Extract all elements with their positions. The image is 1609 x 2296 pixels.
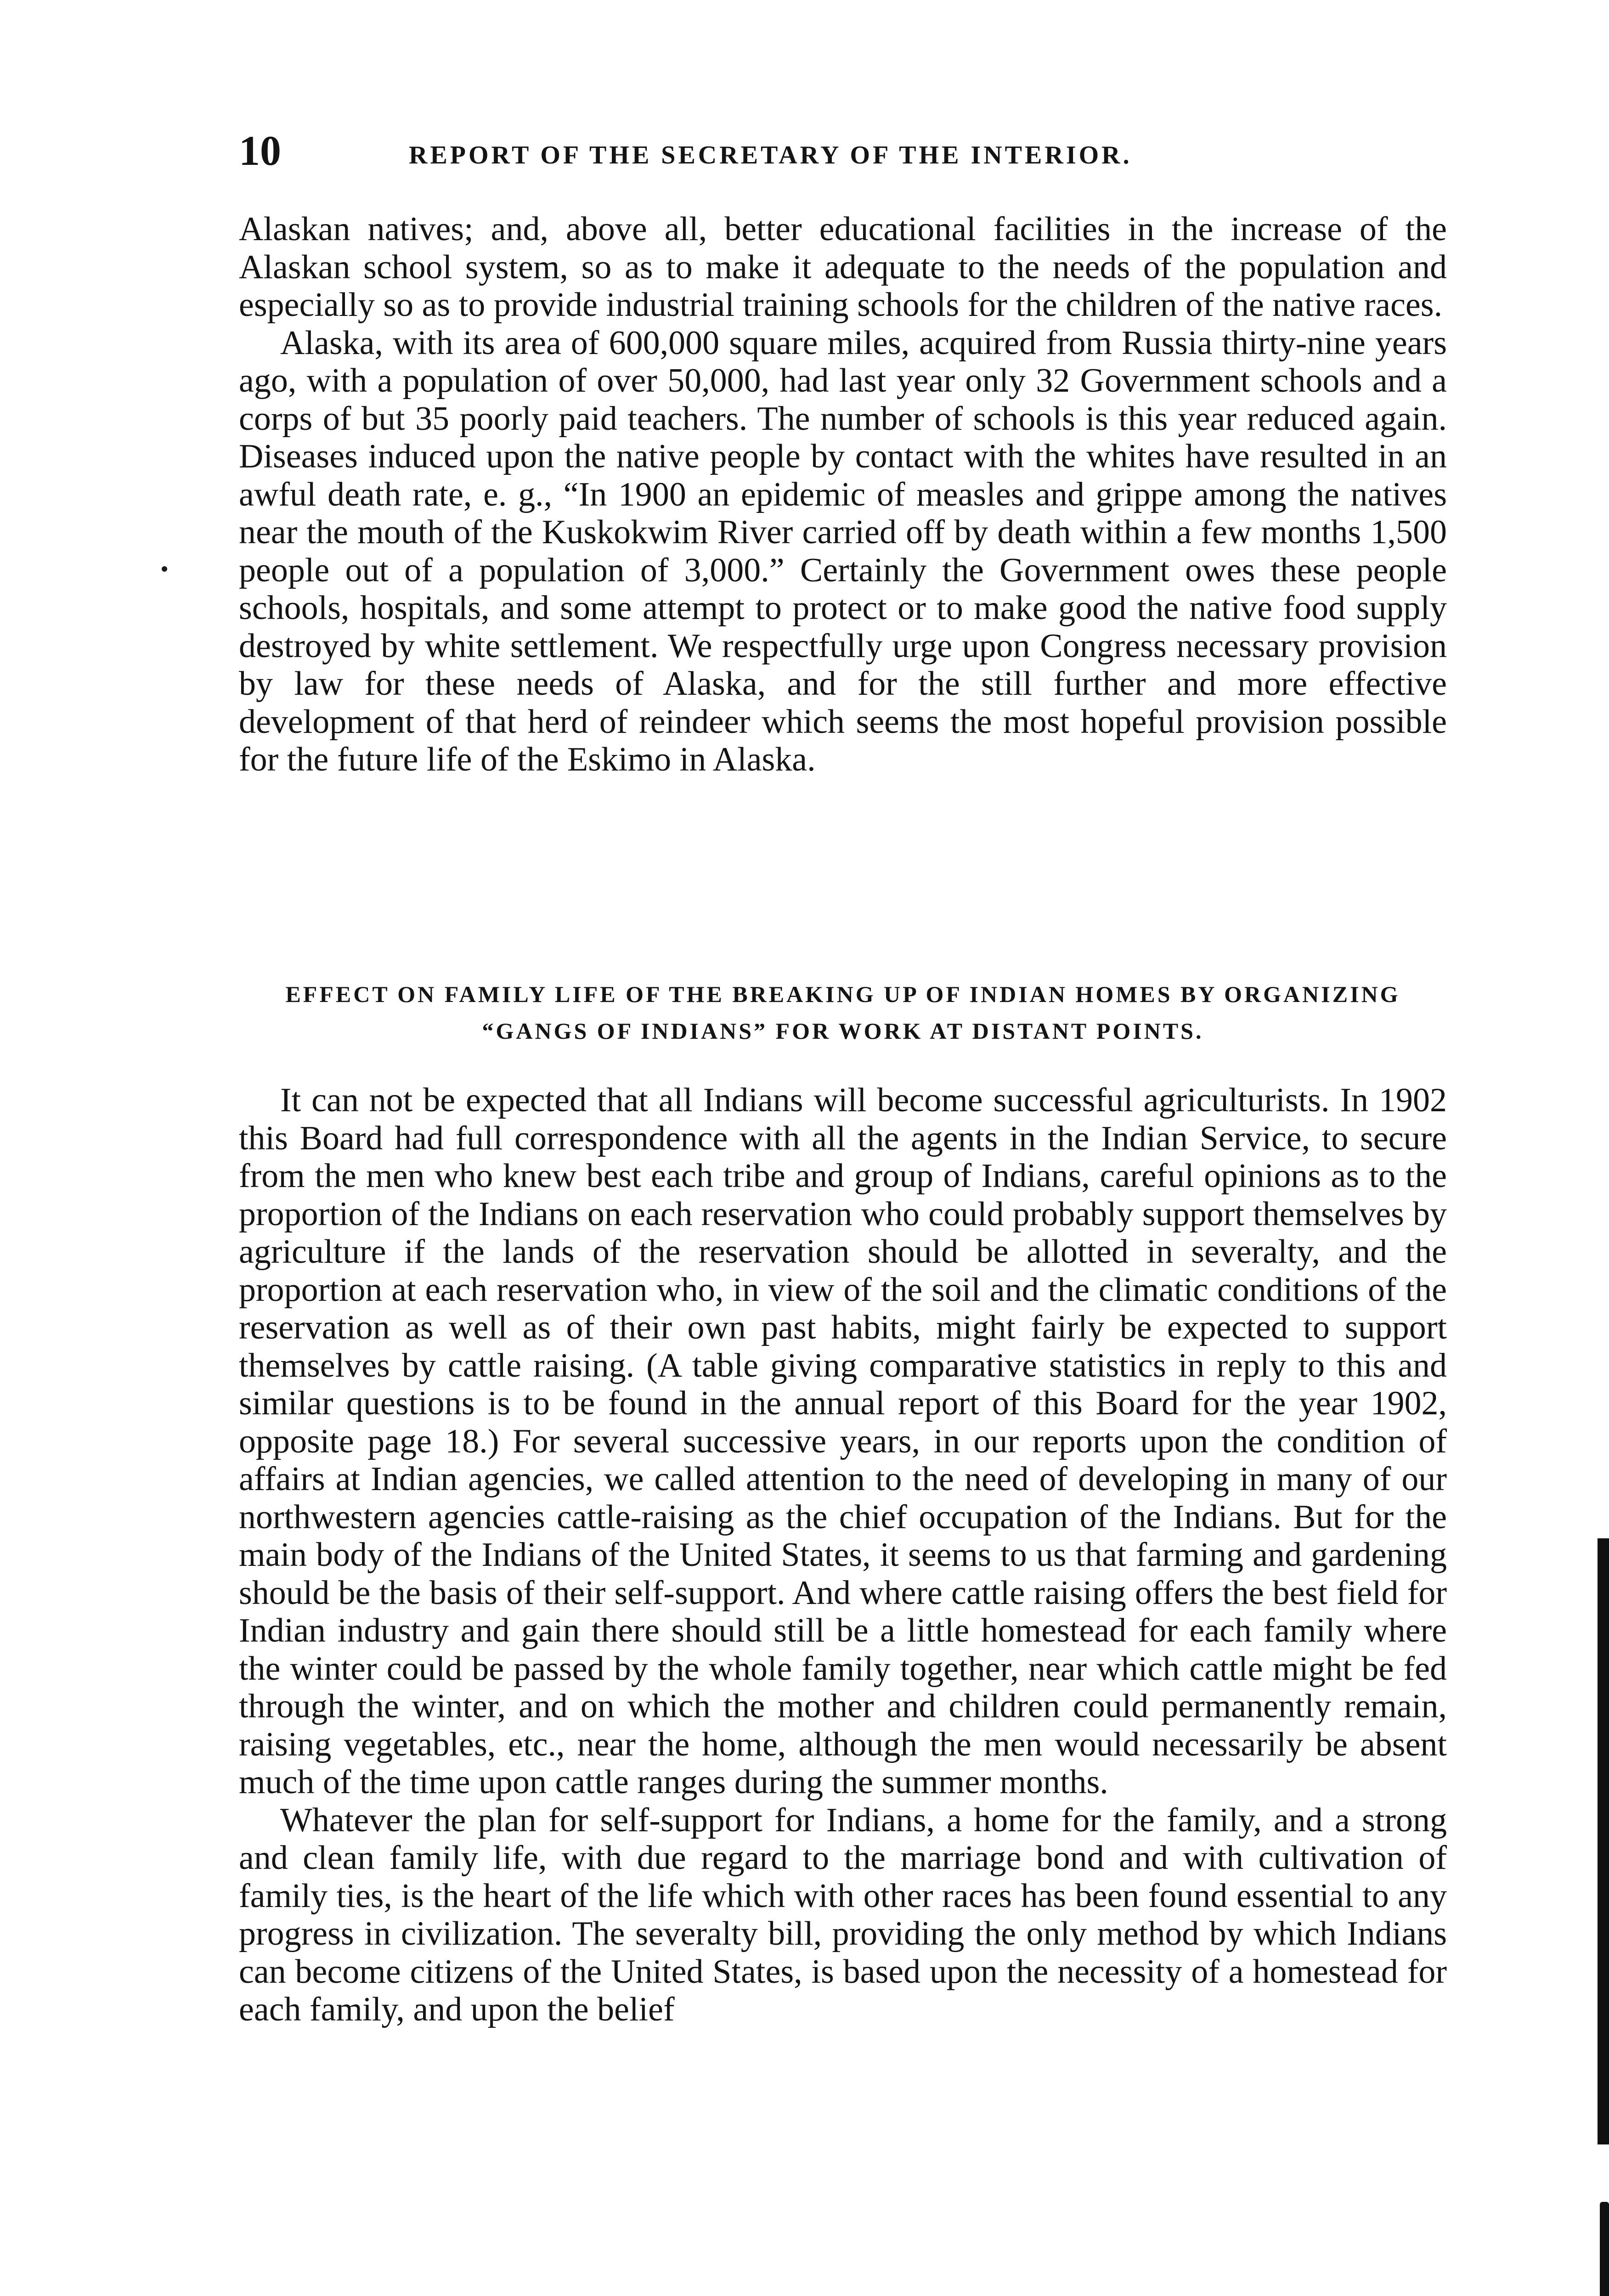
page-header bbox=[239, 123, 1447, 174]
scan-edge-shadow bbox=[1598, 1538, 1609, 2144]
alaska-section bbox=[239, 210, 1447, 779]
page-number: 10 bbox=[239, 127, 281, 174]
paragraph-continued: Alaskan natives; and, above all, better educational facilities in the increase of the Alaskan school system, so as to make it adequate to the needs of the population and especially so as to provide industrial training schools for the children of the native races. bbox=[239, 210, 1447, 324]
paragraph-homestead: Whatever the plan for self-support for Indians, a home for the family, and a strong and clean family life, with due regard to the marriage bond and with cultivation of family ties, is the heart of the life which with other races has been found essential to any progress in civilization. The severalty bill, providing the only method by which Indians can become citizens of the United States, is based upon the necessity of a homestead for each family, and upon the belief bbox=[239, 1801, 1447, 2028]
scan-edge-shadow-lower bbox=[1600, 2202, 1609, 2296]
paragraph-alaska: Alaska, with its area of 600,000 square miles, acquired from Russia thirty-nine years ago, with a population of over 50,000, had last year only 32 Government schools and a corps of but 35 poorly paid teachers. The number of schools is this year reduced again. Diseases induced upon the native people by contact with the whites have resulted in an awful death rate, e. g., “In 1900 an epidemic of measles and grippe among the natives near the mouth of the Kuskokwim River carried off by death within a few months 1,500 people out of a population of 3,000.” Certainly the Government owes these people schools, hospitals, and some attempt to protect or to make good the native food supply destroyed by white settlement. We respectfully urge upon Congress necessary provision by law for these needs of Alaska, and for the still further and more effective development of that herd of reindeer which seems the most hopeful provision possible for the future life of the Eskimo in Alaska. bbox=[239, 324, 1447, 778]
section-heading: EFFECT ON FAMILY LIFE OF THE BREAKING UP OF INDIAN HOMES BY ORGANIZING “GANGS OF INDIANS” FOR WORK AT DISTANT POINTS. bbox=[285, 981, 1400, 1044]
paragraph-agriculture: It can not be expected that all Indians will become successful agriculturists. In 1902 this Board had full correspondence with all the agents in the Indian Service, to secure from the men who knew best each tribe and group of Indians, careful opinions as to the proportion of the Indians on each reservation who could probably support themselves by agriculture if the lands of the reservation should be allotted in severalty, and the proportion at each reservation who, in view of the soil and the climatic conditions of the reservation as well as of their own past habits, might fairly be expected to support themselves by cattle raising. (A table giving comparative statistics in reply to this and similar questions is to be found in the annual report of this Board for the year 1902, opposite page 18.) For several successive years, in our reports upon the condition of affairs at Indian agencies, we called attention to the need of developing in many of our northwestern agencies cattle-raising as the chief occupation of the Indians. But for the main body of the Indians of the United States, it seems to us that farming and gardening should be the basis of their self-support. And where cattle raising offers the best field for Indian industry and gain there should still be a little homestead for each family where the winter could be passed by the whole family together, near which cattle might be fed through the winter, and on which the mother and children could permanently remain, raising vegetables, etc., near the home, although the men would necessarily be absent much of the time upon cattle ranges during the summer months. bbox=[239, 1081, 1447, 1801]
family-life-section bbox=[239, 1081, 1447, 2029]
running-title: REPORT OF THE SECRETARY OF THE INTERIOR. bbox=[409, 141, 1132, 169]
margin-mark bbox=[162, 566, 167, 572]
